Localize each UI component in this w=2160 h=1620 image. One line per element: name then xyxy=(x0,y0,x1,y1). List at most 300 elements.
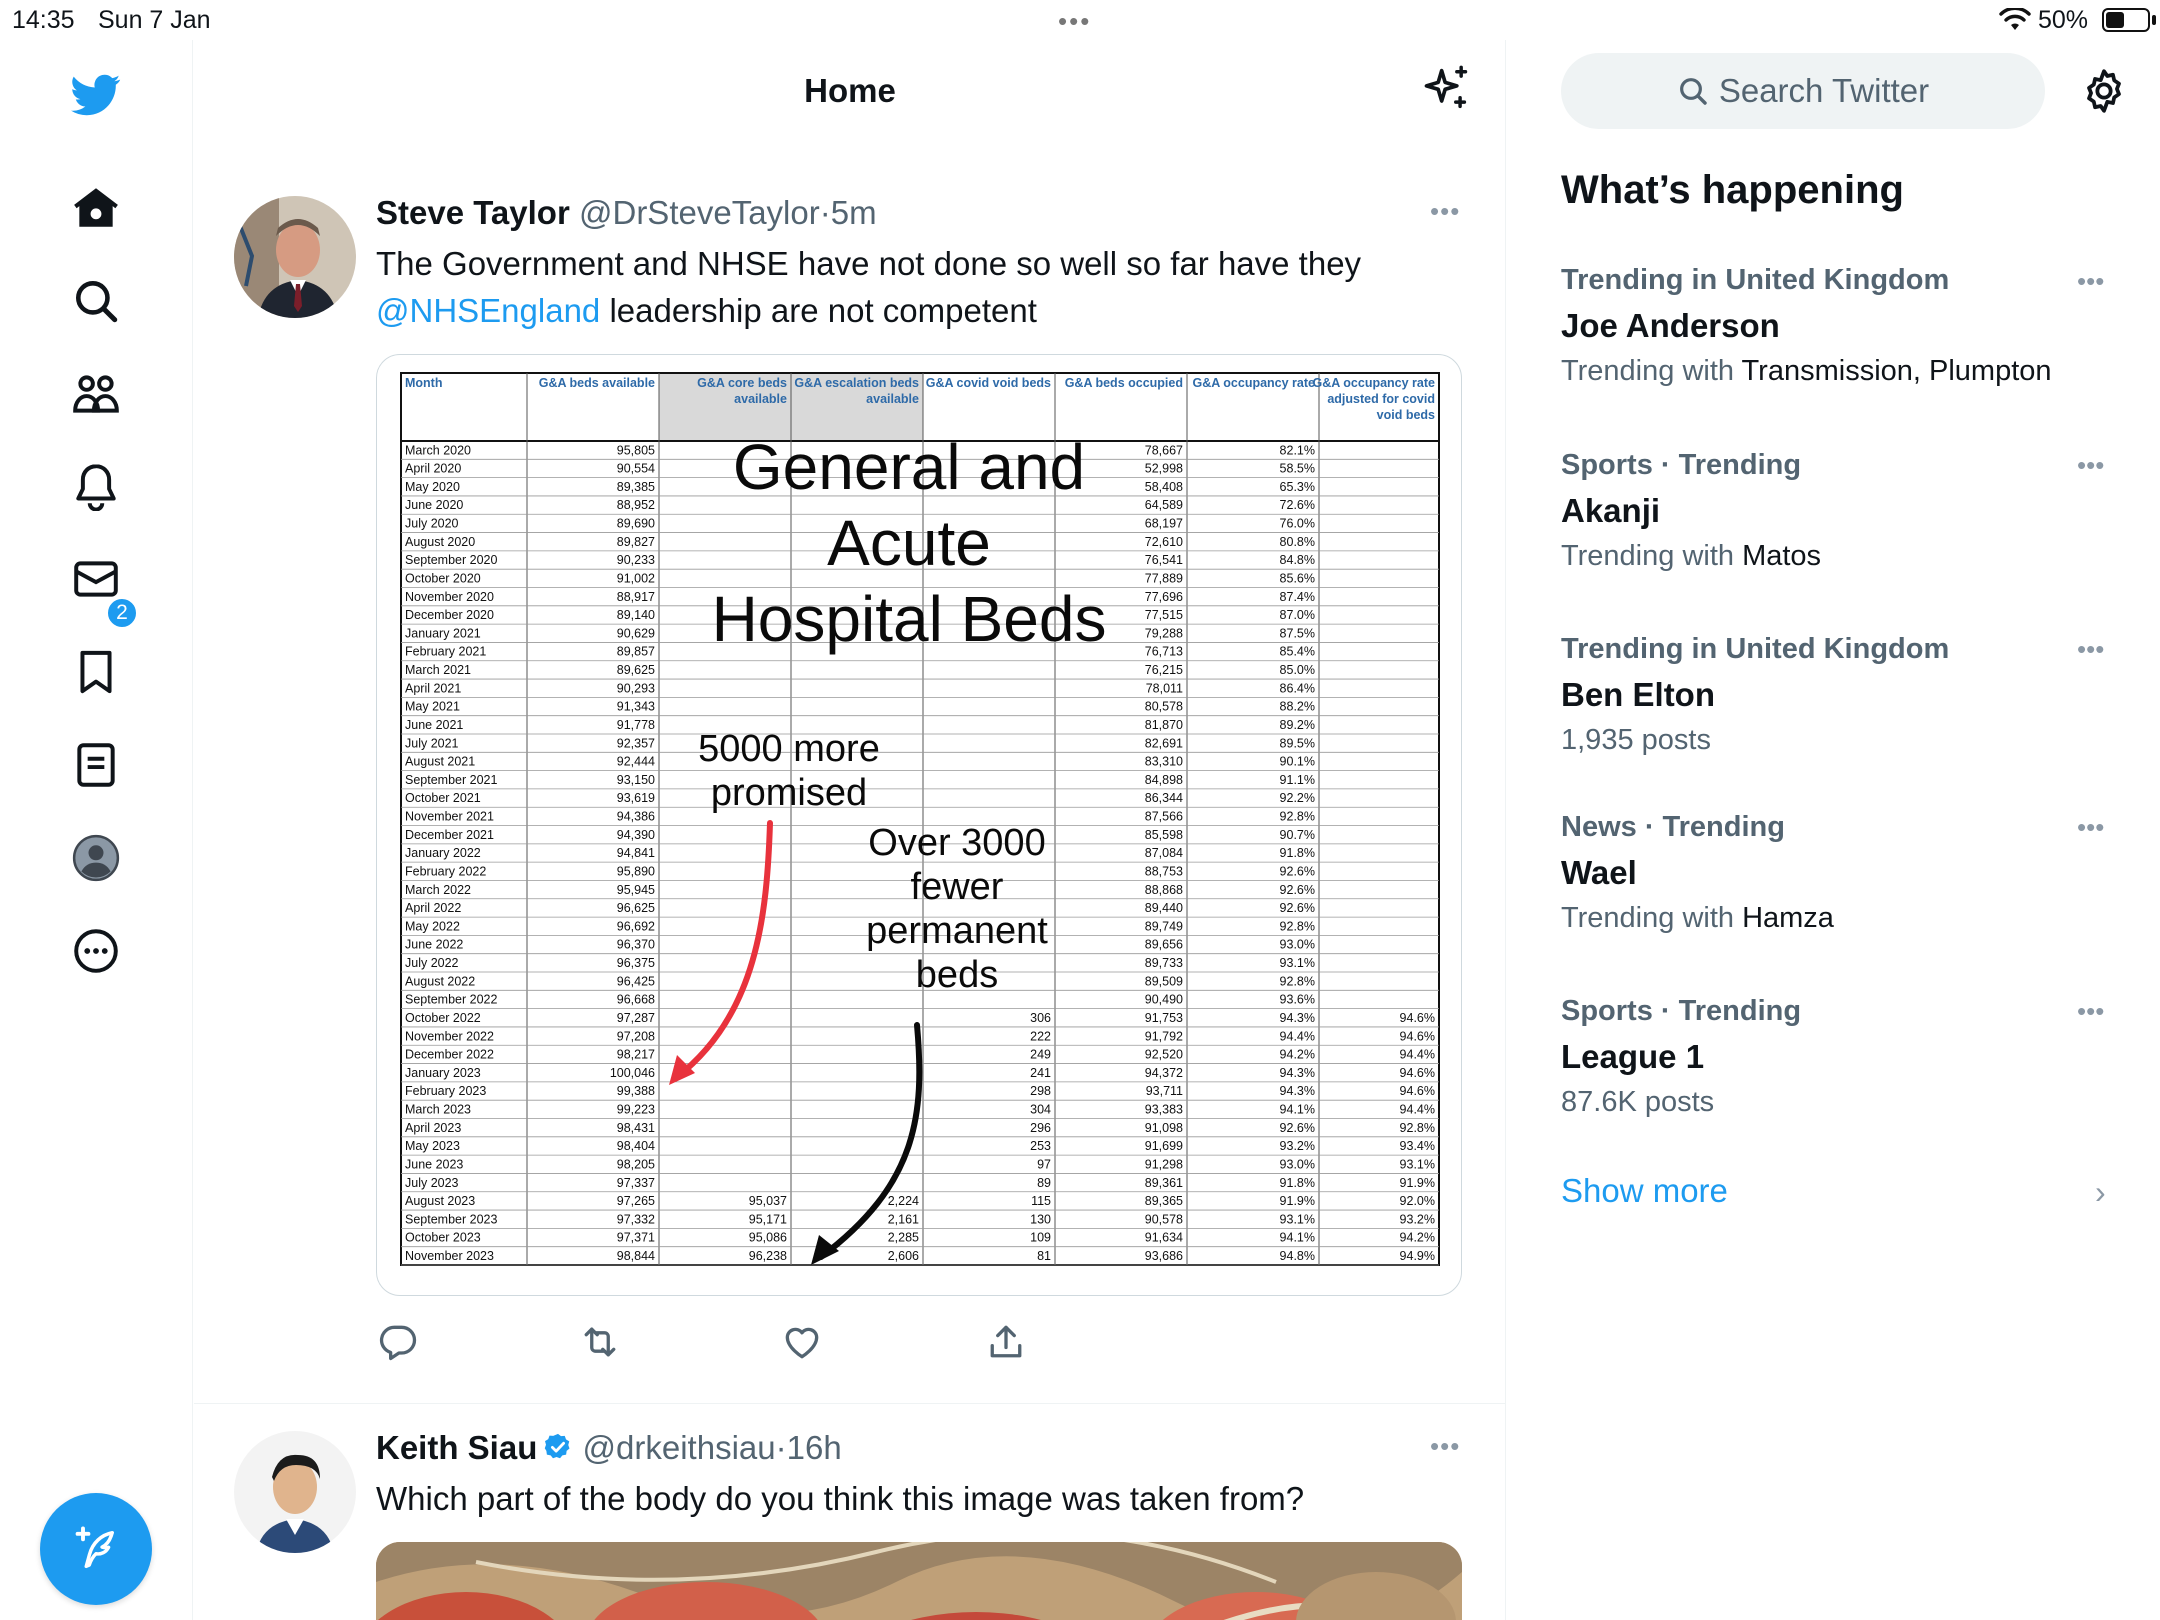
table-cell: 94,841 xyxy=(616,846,655,861)
trend-more-icon[interactable]: ••• xyxy=(2077,634,2105,664)
table-cell: 98,431 xyxy=(616,1120,655,1135)
tweet-media-image[interactable] xyxy=(376,1542,1462,1620)
table-cell: 89,140 xyxy=(616,608,655,623)
trend-title: League 1 xyxy=(1561,1038,1705,1075)
table-cell: 92.6% xyxy=(1279,901,1315,916)
table-cell: 94.4% xyxy=(1399,1102,1435,1117)
retweet-icon[interactable] xyxy=(578,1320,622,1364)
table-cell: 89,656 xyxy=(1144,937,1183,952)
table-cell: 76.0% xyxy=(1279,516,1315,531)
table-cell: 94.6% xyxy=(1399,1029,1435,1044)
table-cell: 83,310 xyxy=(1144,754,1183,769)
header-cell: G&A covid void beds xyxy=(925,376,1051,390)
table-cell: 52,998 xyxy=(1144,461,1183,476)
table-cell: 91.9% xyxy=(1399,1175,1435,1190)
avatar[interactable] xyxy=(234,1431,356,1553)
table-cell: October 2023 xyxy=(405,1230,481,1245)
header-cell: G&A core beds xyxy=(697,376,787,390)
table-cell: August 2022 xyxy=(405,974,476,989)
fewer-beds-note: beds xyxy=(915,954,999,996)
table-cell: 94.4% xyxy=(1399,1047,1435,1062)
bed-table-graphic xyxy=(377,355,1462,1296)
compose-tweet-button[interactable] xyxy=(40,1493,152,1605)
table-cell: June 2020 xyxy=(405,498,464,513)
table-cell: 2,224 xyxy=(887,1194,919,1209)
table-cell: 2,161 xyxy=(887,1212,919,1227)
trend-more-icon[interactable]: ••• xyxy=(2077,812,2105,842)
header-cell: adjusted for covid xyxy=(1327,392,1435,406)
table-cell: June 2023 xyxy=(405,1157,464,1172)
table-cell: May 2022 xyxy=(405,919,460,934)
table-cell: 109 xyxy=(1030,1230,1051,1245)
trend-context: Trending in United Kingdom xyxy=(1561,264,1950,296)
table-cell: 88,952 xyxy=(616,498,655,513)
table-cell: February 2021 xyxy=(405,644,487,659)
trend-more-icon[interactable]: ••• xyxy=(2077,996,2105,1026)
table-cell: December 2021 xyxy=(405,827,494,842)
table-cell: 93,686 xyxy=(1144,1249,1183,1263)
table-cell: 88,917 xyxy=(616,589,655,604)
table-cell: April 2023 xyxy=(405,1120,462,1135)
settings-gear-icon[interactable] xyxy=(2079,66,2129,116)
trend-context: Sports · Trending xyxy=(1561,995,1802,1027)
messages-envelope-icon[interactable] xyxy=(66,549,126,609)
main-timeline xyxy=(194,40,1506,1620)
table-cell: 90,629 xyxy=(616,626,655,641)
table-cell: February 2023 xyxy=(405,1084,487,1099)
table-cell: 93.2% xyxy=(1399,1212,1435,1227)
battery-percent: 50% xyxy=(2038,6,2089,34)
table-cell: June 2021 xyxy=(405,717,464,732)
table-cell: 94.3% xyxy=(1279,1010,1315,1025)
trend-meta-terms: Hamza xyxy=(1742,902,1834,934)
explore-search-icon[interactable] xyxy=(66,271,126,331)
author-handle[interactable]: @drkeithsiau xyxy=(582,1429,776,1466)
trend-meta-prefix: 87.6K posts xyxy=(1561,1086,1715,1118)
trend-more-icon[interactable]: ••• xyxy=(2077,266,2105,296)
table-cell: 298 xyxy=(1030,1084,1051,1099)
author-handle[interactable]: @DrSteveTaylor xyxy=(578,194,820,231)
table-cell: 94.1% xyxy=(1279,1230,1315,1245)
table-cell: 92,357 xyxy=(616,736,655,751)
table-cell: 80.8% xyxy=(1279,534,1315,549)
table-cell: 90,490 xyxy=(1144,992,1183,1007)
table-cell: 58,408 xyxy=(1144,479,1183,494)
trend-title: Akanji xyxy=(1561,492,1661,529)
table-cell: 249 xyxy=(1030,1047,1051,1062)
table-cell: 94.3% xyxy=(1279,1065,1315,1080)
table-cell: 94.6% xyxy=(1399,1010,1435,1025)
table-cell: October 2020 xyxy=(405,571,481,586)
table-cell: 93.0% xyxy=(1279,937,1315,952)
table-cell: 89,857 xyxy=(616,644,655,659)
tweet-more-icon[interactable]: ••• xyxy=(1430,1431,1461,1461)
show-more-link[interactable]: Show more xyxy=(1561,1172,1728,1209)
table-cell: 87,566 xyxy=(1144,809,1183,824)
table-cell: 84,898 xyxy=(1144,772,1183,787)
trend-item[interactable] xyxy=(1561,811,2121,935)
table-cell: 93.1% xyxy=(1279,956,1315,971)
communities-icon[interactable] xyxy=(66,364,126,424)
table-cell: 85,598 xyxy=(1144,827,1183,842)
table-cell: 93,711 xyxy=(1145,1084,1183,1099)
home-icon[interactable] xyxy=(66,178,126,238)
table-cell: May 2020 xyxy=(405,479,460,494)
table-cell: 89,365 xyxy=(1144,1194,1183,1209)
table-cell: 91,298 xyxy=(1144,1157,1183,1172)
table-cell: 94.2% xyxy=(1279,1047,1315,1062)
table-cell: 94.2% xyxy=(1399,1230,1435,1245)
table-cell: 92,444 xyxy=(616,754,655,769)
table-cell: 93.1% xyxy=(1399,1157,1435,1172)
more-options-icon[interactable] xyxy=(66,921,126,981)
fewer-beds-note: permanent xyxy=(866,910,1048,952)
table-cell: 97,337 xyxy=(616,1175,655,1190)
table-cell: 99,223 xyxy=(616,1102,655,1117)
table-cell: 97,371 xyxy=(616,1230,655,1245)
table-cell: 79,288 xyxy=(1144,626,1183,641)
trend-title: Joe Anderson xyxy=(1561,307,1780,344)
header-cell: available xyxy=(866,392,919,406)
table-cell: 89,385 xyxy=(616,479,655,494)
table-cell: 93.0% xyxy=(1279,1157,1315,1172)
table-cell: 94.3% xyxy=(1279,1084,1315,1099)
table-cell: September 2021 xyxy=(405,772,498,787)
table-cell: 72,610 xyxy=(1144,534,1183,549)
table-cell: 88,753 xyxy=(1144,864,1183,879)
table-cell: 94,390 xyxy=(616,827,655,842)
table-cell: 91,778 xyxy=(616,717,655,732)
table-cell: 93.4% xyxy=(1399,1139,1435,1154)
header-cell: Month xyxy=(405,376,443,390)
table-cell: 253 xyxy=(1030,1139,1051,1154)
table-cell: 89 xyxy=(1037,1175,1051,1190)
tweet-more-icon[interactable]: ••• xyxy=(1430,196,1461,226)
tweet-time[interactable]: 16h xyxy=(786,1429,842,1466)
table-cell: September 2020 xyxy=(405,553,498,568)
tweet-text: Which part of the body do you think this image was taken from? xyxy=(376,1480,1305,1517)
table-cell: April 2022 xyxy=(405,901,462,916)
search-placeholder: Search Twitter xyxy=(1718,72,1930,109)
trend-meta-prefix: Trending with xyxy=(1561,540,1743,572)
trend-meta xyxy=(1561,540,2121,573)
red-arrow xyxy=(677,823,770,1077)
table-cell: 91,753 xyxy=(1144,1010,1183,1025)
table-cell: 94.1% xyxy=(1279,1102,1315,1117)
table-cell: 87.5% xyxy=(1279,626,1315,641)
table-cell: September 2022 xyxy=(405,992,498,1007)
tweet[interactable] xyxy=(194,1405,1506,1620)
author-name[interactable]: Steve Taylor xyxy=(376,194,570,231)
red-arrowhead xyxy=(669,1055,695,1085)
table-cell: 76,541 xyxy=(1144,553,1183,568)
tweet-media-image[interactable] xyxy=(376,354,1462,1296)
table-cell: 97 xyxy=(1037,1157,1051,1172)
overlay-title: General and xyxy=(732,431,1086,503)
trend-item[interactable] xyxy=(1561,995,2121,1119)
author-name[interactable]: Keith Siau xyxy=(376,1429,538,1466)
top-tweets-sparkle-icon[interactable] xyxy=(1420,62,1472,114)
table-cell: 64,589 xyxy=(1144,498,1183,513)
table-cell: 89.2% xyxy=(1279,717,1315,732)
header-cell: G&A beds occupied xyxy=(1064,376,1183,390)
table-cell: 98,217 xyxy=(616,1047,655,1062)
table-cell: 92.8% xyxy=(1279,919,1315,934)
table-cell: 78,011 xyxy=(1145,681,1183,696)
avatar[interactable] xyxy=(234,196,356,318)
table-cell: 82.1% xyxy=(1279,443,1315,458)
table-cell: December 2022 xyxy=(405,1047,494,1062)
table-cell: March 2021 xyxy=(405,663,472,678)
trend-title: Ben Elton xyxy=(1561,676,1715,713)
table-cell: 90,233 xyxy=(616,553,655,568)
table-cell: 92.0% xyxy=(1399,1194,1435,1209)
table-cell: 85.0% xyxy=(1279,663,1315,678)
table-cell: 115 xyxy=(1031,1194,1051,1209)
table-cell: 89.5% xyxy=(1279,736,1315,751)
table-cell: 94,386 xyxy=(616,809,655,824)
tweet-text-part: leadership are not competent xyxy=(600,292,1037,329)
right-sidebar xyxy=(1507,40,2160,1620)
table-cell: 89,749 xyxy=(1144,919,1183,934)
tweet-time[interactable]: 5m xyxy=(830,194,877,231)
table-cell: 222 xyxy=(1030,1029,1051,1044)
table-cell: 80,578 xyxy=(1144,699,1183,714)
table-cell: October 2022 xyxy=(405,1010,481,1025)
trend-context: News · Trending xyxy=(1561,811,1785,843)
table-cell: November 2020 xyxy=(405,589,494,604)
table-cell: 93,619 xyxy=(616,791,655,806)
tweet-header xyxy=(376,1429,842,1467)
table-cell: 94.8% xyxy=(1279,1249,1315,1263)
table-cell: 98,205 xyxy=(616,1157,655,1172)
table-cell: 96,625 xyxy=(616,901,655,916)
reply-icon[interactable] xyxy=(376,1320,420,1364)
table-cell: 91,792 xyxy=(1144,1029,1183,1044)
table-cell: March 2020 xyxy=(405,443,472,458)
table-cell: November 2021 xyxy=(405,809,494,824)
compose-feather-icon xyxy=(70,1523,122,1575)
twitter-logo-icon[interactable] xyxy=(66,65,126,125)
share-icon[interactable] xyxy=(984,1320,1028,1364)
table-cell: 97,332 xyxy=(616,1212,655,1227)
separator-dot: · xyxy=(775,1429,787,1466)
trend-item[interactable] xyxy=(1561,449,2121,573)
table-cell: 72.6% xyxy=(1279,498,1315,513)
table-cell: June 2022 xyxy=(405,937,464,952)
trend-meta-terms: Matos xyxy=(1742,540,1822,572)
table-cell: July 2021 xyxy=(405,736,459,751)
table-cell: 76,215 xyxy=(1144,663,1183,678)
table-cell: 78,667 xyxy=(1144,443,1183,458)
table-cell: 87,084 xyxy=(1144,846,1183,861)
profile-avatar-icon[interactable] xyxy=(66,828,126,888)
table-cell: 94.9% xyxy=(1399,1249,1435,1263)
table-cell: 88,868 xyxy=(1144,882,1183,897)
table-cell: 86.4% xyxy=(1279,681,1315,696)
table-cell: 82,691 xyxy=(1144,736,1183,751)
tweet-text xyxy=(376,240,1456,334)
table-cell: 93.2% xyxy=(1279,1139,1315,1154)
table-cell: 97,287 xyxy=(616,1010,655,1025)
table-cell: 241 xyxy=(1030,1065,1051,1080)
table-cell: 296 xyxy=(1030,1120,1051,1135)
promised-note: 5000 more xyxy=(698,728,880,770)
trend-context: Trending in United Kingdom xyxy=(1561,633,1950,665)
table-cell: August 2021 xyxy=(405,754,476,769)
tweet[interactable] xyxy=(194,140,1506,1404)
trend-item[interactable] xyxy=(1561,633,2121,757)
bookmarks-icon[interactable] xyxy=(66,642,126,702)
trend-meta xyxy=(1561,902,2121,935)
table-cell: 95,945 xyxy=(616,882,655,897)
table-cell: 90.1% xyxy=(1279,754,1315,769)
table-cell: 93,150 xyxy=(616,772,655,787)
trend-title: Wael xyxy=(1561,854,1637,891)
table-cell: 92.6% xyxy=(1279,1120,1315,1135)
table-cell: 87.0% xyxy=(1279,608,1315,623)
trend-context: Sports · Trending xyxy=(1561,449,1802,481)
table-cell: 77,889 xyxy=(1144,571,1183,586)
wifi-icon xyxy=(1998,8,2032,32)
tweet-header xyxy=(376,194,877,232)
table-cell: 89,690 xyxy=(616,516,655,531)
table-cell: 68,197 xyxy=(1144,516,1183,531)
table-cell: 81 xyxy=(1037,1249,1051,1263)
table-cell: 92.8% xyxy=(1279,809,1315,824)
whats-happening-heading: What’s happening xyxy=(1561,168,1904,212)
table-cell: 94.4% xyxy=(1279,1029,1315,1044)
lists-icon[interactable] xyxy=(66,735,126,795)
battery-cap xyxy=(2152,15,2156,25)
multitasking-dots-icon[interactable]: ••• xyxy=(1058,6,1092,36)
header-cell: available xyxy=(734,392,787,406)
battery-icon xyxy=(2102,8,2150,32)
fewer-beds-note: fewer xyxy=(910,866,1004,908)
table-cell: 98,404 xyxy=(616,1139,655,1154)
promised-note: promised xyxy=(710,772,868,814)
overlay-title: Acute xyxy=(827,507,991,579)
table-cell: 95,086 xyxy=(748,1230,787,1245)
table-cell: 91,343 xyxy=(616,699,655,714)
table-cell: March 2023 xyxy=(405,1102,472,1117)
table-cell: April 2020 xyxy=(405,461,462,476)
table-cell: 88.2% xyxy=(1279,699,1315,714)
table-cell: 89,827 xyxy=(616,534,655,549)
table-cell: 97,208 xyxy=(616,1029,655,1044)
table-cell: 97,265 xyxy=(616,1194,655,1209)
table-cell: 90,293 xyxy=(616,681,655,696)
table-cell: 2,606 xyxy=(887,1249,919,1263)
notifications-badge: 2 xyxy=(106,597,138,629)
table-cell: 89,733 xyxy=(1144,956,1183,971)
table-cell: 94,372 xyxy=(1144,1065,1183,1080)
table-cell: 96,238 xyxy=(748,1249,787,1263)
table-cell: 92.8% xyxy=(1279,974,1315,989)
table-cell: 100,046 xyxy=(609,1065,655,1080)
like-heart-icon[interactable] xyxy=(780,1320,824,1364)
table-cell: 65.3% xyxy=(1279,479,1315,494)
table-cell: 2,285 xyxy=(887,1230,919,1245)
table-cell: 76,713 xyxy=(1144,644,1183,659)
status-date: Sun 7 Jan xyxy=(98,6,211,34)
table-cell: 92.6% xyxy=(1279,864,1315,879)
table-cell: November 2023 xyxy=(405,1249,494,1263)
table-cell: 90,554 xyxy=(616,461,655,476)
table-cell: 89,625 xyxy=(616,663,655,678)
trend-item[interactable] xyxy=(1561,264,2121,388)
table-cell: September 2023 xyxy=(405,1212,498,1227)
table-cell: 77,696 xyxy=(1144,589,1183,604)
overlay-title: Hospital Beds xyxy=(711,583,1107,655)
header-cell: G&A occupancy rate xyxy=(1312,376,1435,390)
table-cell: 85.4% xyxy=(1279,644,1315,659)
table-cell: 93,383 xyxy=(1144,1102,1183,1117)
separator-dot: · xyxy=(819,194,831,231)
table-cell: 94.6% xyxy=(1399,1084,1435,1099)
table-cell: 92.8% xyxy=(1399,1120,1435,1135)
battery-level xyxy=(2106,12,2124,28)
table-cell: 94.6% xyxy=(1399,1065,1435,1080)
fewer-beds-note: Over 3000 xyxy=(868,822,1046,864)
table-cell: November 2022 xyxy=(405,1029,494,1044)
page-title: Home xyxy=(804,72,896,109)
table-cell: August 2020 xyxy=(405,534,476,549)
table-cell: 92.6% xyxy=(1279,882,1315,897)
trend-meta-terms: Transmission, Plumpton xyxy=(1741,355,2052,387)
table-cell: 95,037 xyxy=(748,1194,787,1209)
table-cell: January 2021 xyxy=(405,626,481,641)
status-bar xyxy=(0,0,2160,40)
table-cell: 98,844 xyxy=(616,1249,655,1263)
table-cell: 91,634 xyxy=(1144,1230,1183,1245)
table-cell: February 2022 xyxy=(405,864,487,879)
search-input[interactable] xyxy=(1561,53,2045,129)
table-cell: March 2022 xyxy=(405,882,472,897)
table-cell: 96,375 xyxy=(616,956,655,971)
trend-more-icon[interactable]: ••• xyxy=(2077,450,2105,480)
table-cell: July 2020 xyxy=(405,516,459,531)
black-arrowhead xyxy=(811,1235,839,1265)
trend-meta-prefix: 1,935 posts xyxy=(1561,724,1711,756)
table-cell: 96,668 xyxy=(616,992,655,1007)
table-cell: 81,870 xyxy=(1144,717,1183,732)
table-cell: 93.6% xyxy=(1279,992,1315,1007)
table-cell: 92.2% xyxy=(1279,791,1315,806)
trend-meta xyxy=(1561,1086,2121,1119)
table-cell: 90,578 xyxy=(1144,1212,1183,1227)
table-cell: 306 xyxy=(1030,1010,1051,1025)
chevron-right-icon[interactable]: › xyxy=(2095,1174,2106,1210)
tweet-text-part: The Government and NHSE have not done so well so far have they xyxy=(376,245,1362,282)
table-cell: 91.9% xyxy=(1279,1194,1315,1209)
table-cell: 96,370 xyxy=(616,937,655,952)
table-cell: 58.5% xyxy=(1279,461,1315,476)
table-cell: 95,805 xyxy=(616,443,655,458)
table-cell: 86,344 xyxy=(1144,791,1183,806)
header-cell: G&A occupancy rate xyxy=(1192,376,1315,390)
table-cell: 95,171 xyxy=(748,1212,787,1227)
notifications-bell-icon[interactable] xyxy=(66,456,126,516)
table-cell: April 2021 xyxy=(405,681,462,696)
table-cell: December 2020 xyxy=(405,608,494,623)
table-cell: 99,388 xyxy=(616,1084,655,1099)
trend-meta-prefix: Trending with xyxy=(1561,355,1742,387)
header-cell: void beds xyxy=(1376,408,1435,422)
trend-meta xyxy=(1561,355,2121,388)
mention-link[interactable]: @NHSEngland xyxy=(376,292,601,329)
table-cell: 92,520 xyxy=(1144,1047,1183,1062)
